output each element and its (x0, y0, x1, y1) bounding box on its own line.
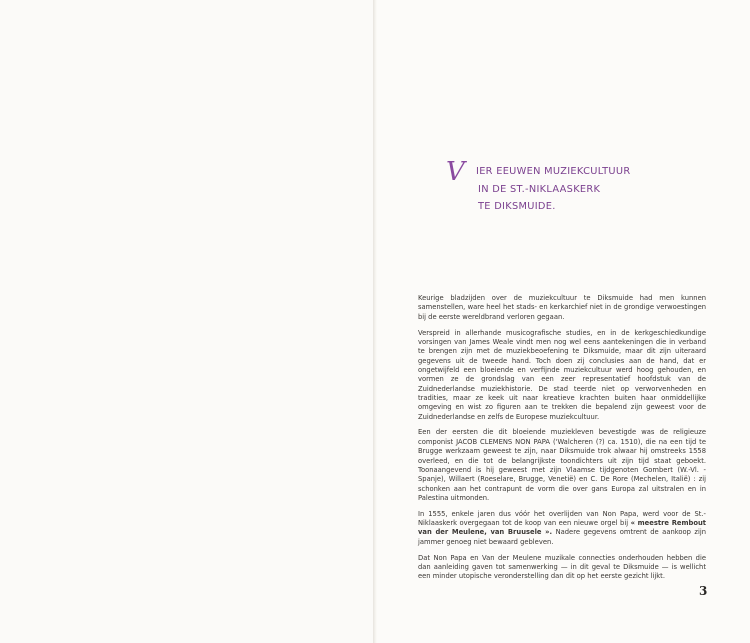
book-gutter (373, 0, 377, 643)
paragraph-3: Een der eersten die dit bloeiende muziekleven bevestigde was de religieuze componist JACOB CLEMENS NON PAPA ('Walcheren (?) ca. 1510), die na een tijd te Brugge werkzaam geweest te zijn, naar Diksmuide trok alwaar hij omstreeks 1558 overleed, en die tot de belangrijkste toondichters uit zijn tijd staat geboekt. Toonaangevend is hij geweest met zijn Vlaamse tijdgenoten Gombert (W.-Vl. - Spanje), Willaert (Roeselare, Brugge, Venetië) en C. De Rore (Mechelen, Italië) : zij schonken aan het contrapunt de vorm die over gans Europa zal uitstralen en in Palestina uitmonden. (418, 428, 706, 502)
paragraph-4-text-before: In 1555, enkele jaren dus vóór het overlijden van Non Papa, werd voor de St.-Niklaaskerk overgegaan tot de koop van een nieuwe orgel bij (418, 509, 706, 528)
chapter-title (446, 157, 716, 216)
page-number: 3 (699, 584, 708, 598)
title-line-1: IER EEUWEN MUZIEKCULTUUR (476, 166, 631, 177)
body-text (418, 294, 706, 588)
paragraph-2: Verspreid in allerhande musicografische studies, en in de kerkgeschiedkundige vorsingen van James Weale vindt men nog wel eens aantekeningen die in verband te brengen zijn met de muziekbeoefening te Diksmuide, maar dit zijn uiteraard gegevens uit de tweede hand. Toch doen zij conclusies aan de hand, dat er ongetwijfeld een bloeiende en verfijnde muziekcultuur werd hoog gehouden, en vormen ze de grondslag van een zeer representatief hoofdstuk van de Zuidnederlandse muziekhistorie. De stad teerde niet op verworvenheden en tradities, maar ze keek uit naar kreatieve krachten buiten haar onmiddellijke omgeving en wist zo figuren aan te trekken die bepalend zijn geweest voor de Zuidnederlandse en zelfs de Europese muziekcultuur. (418, 328, 706, 421)
paragraph-4-text-after: Nadere gegevens omtrent de aankoop zijn jammer genoeg niet bewaard gebleven. (418, 528, 706, 546)
paragraph-5: Dat Non Papa en Van der Meulene muzikale connecties onderhouden hebben die dan aanleiding gaven tot samenwerking — in dit geval te Diksmuide — is wellicht een minder utopische veronderstelling dan dit op het eerste gezicht lijkt. (418, 553, 706, 581)
decorative-initial: V (446, 157, 465, 187)
paragraph-4-bold-quote: « meestre Rembout van der Meulene, van Bruusele ». (418, 519, 706, 537)
paragraph-1: Keurige bladzijden over de muziekcultuur te Diksmuide had men kunnen samenstellen, ware heel het stads- en kerkarchief niet in de grondige verwoestingen bij de eerste wereldbrand verloren gegaan. (418, 294, 706, 321)
paragraph-4 (418, 510, 706, 547)
title-line-3: TE DIKSMUIDE. (478, 201, 556, 212)
title-line-2: IN DE ST.-NIKLAASKERK (478, 183, 601, 195)
